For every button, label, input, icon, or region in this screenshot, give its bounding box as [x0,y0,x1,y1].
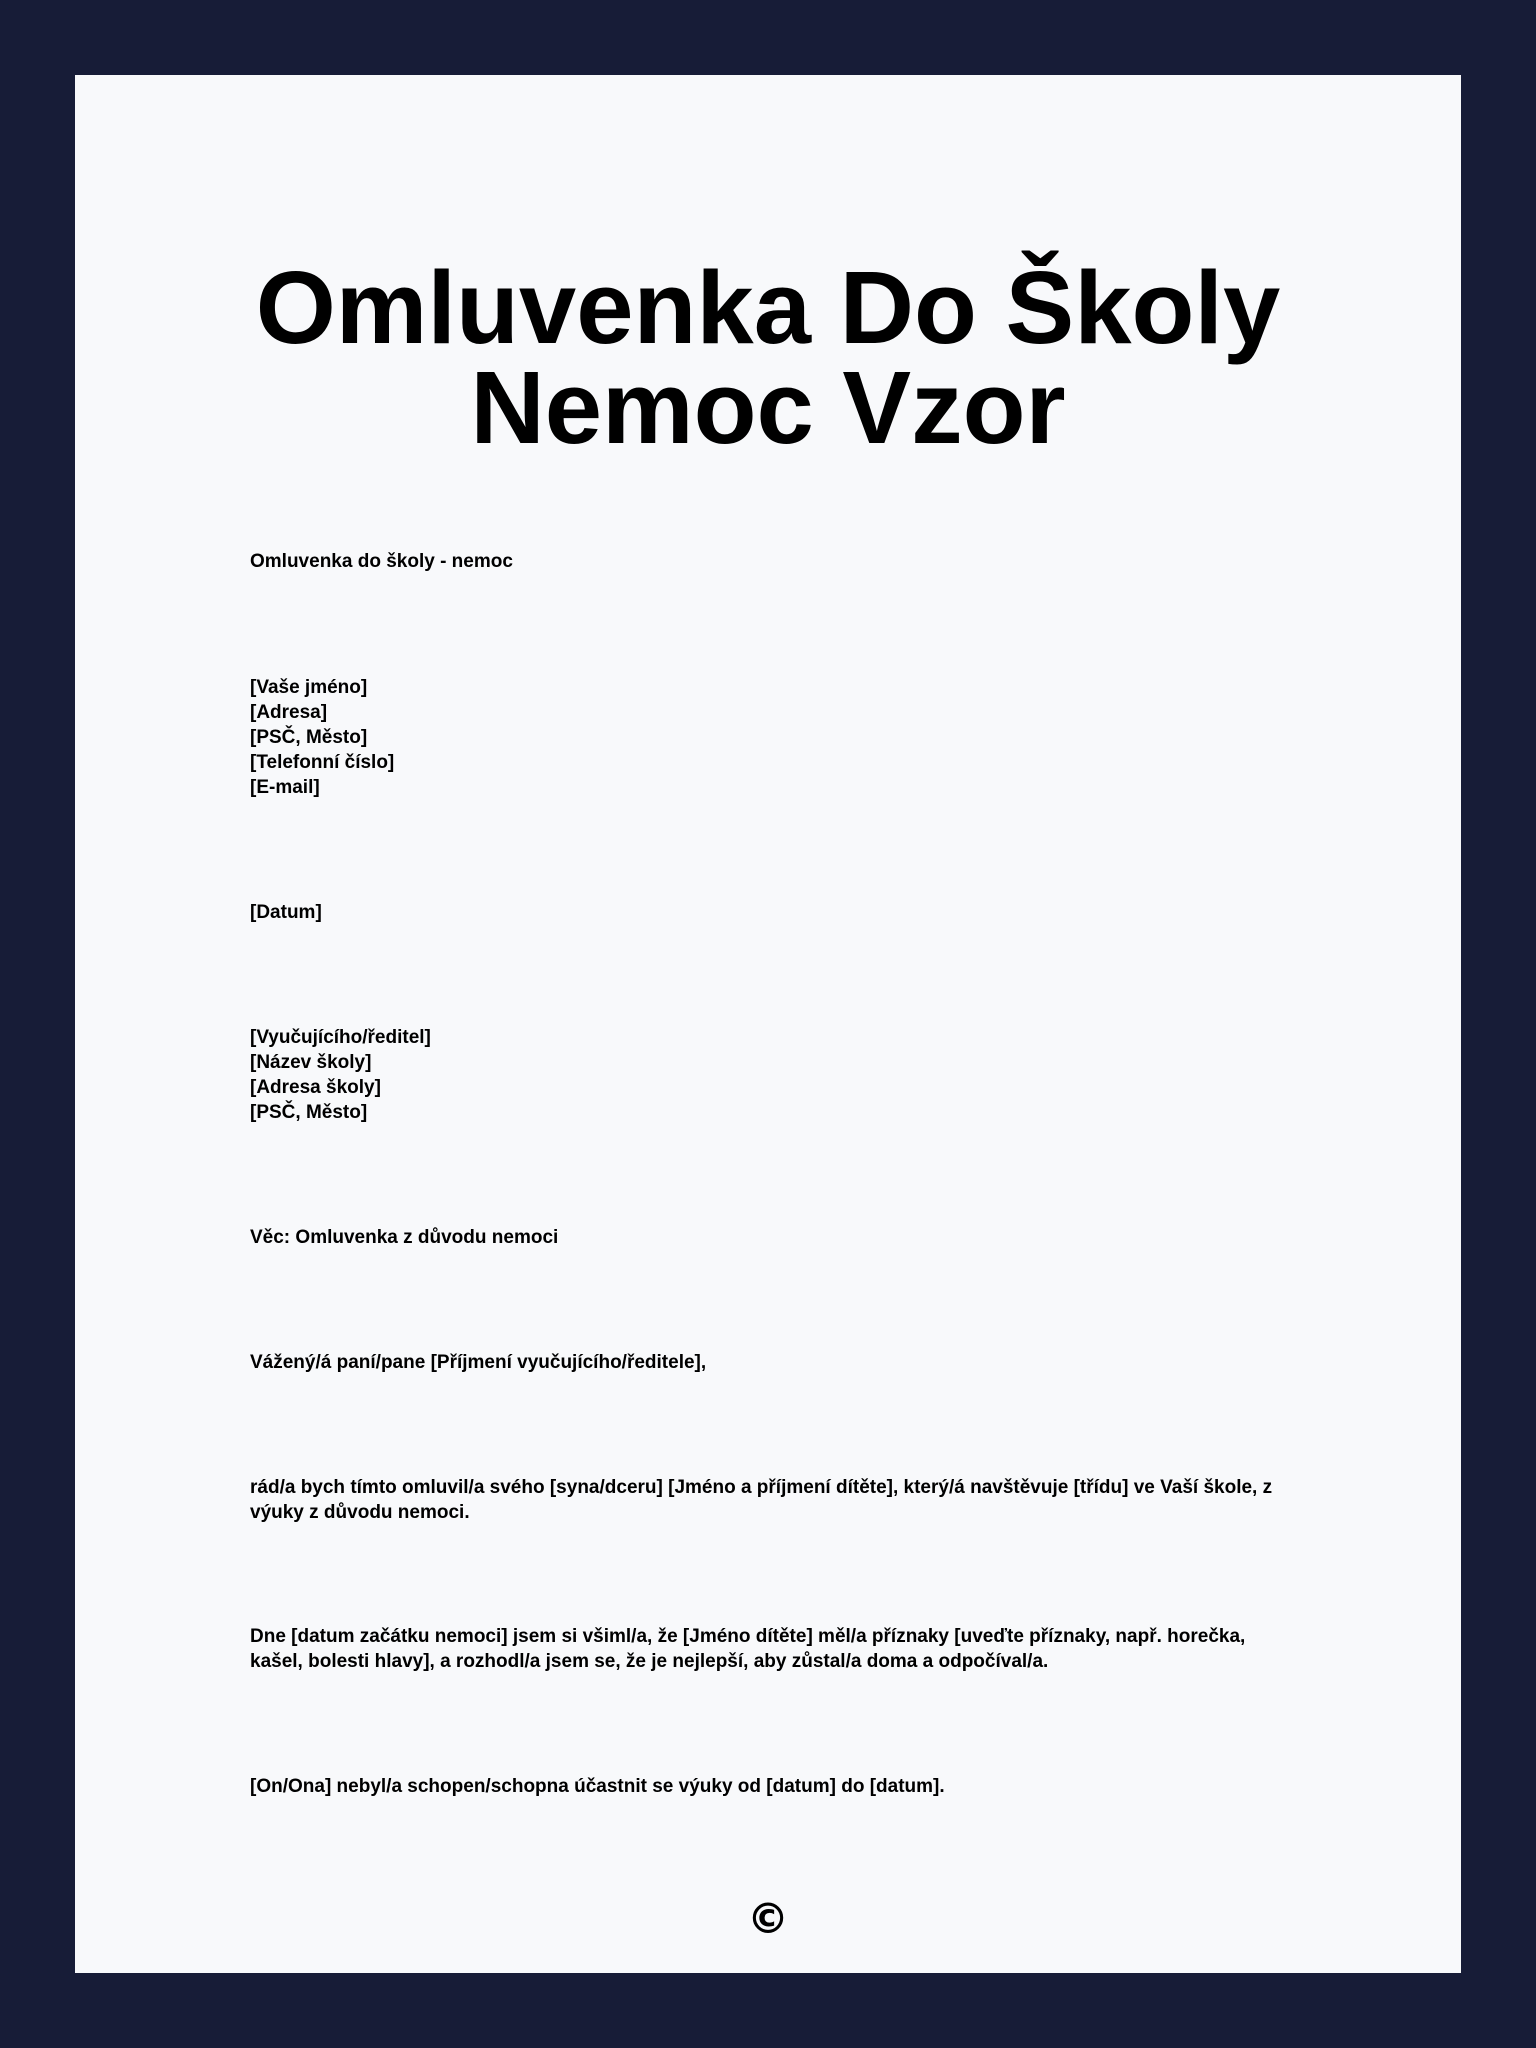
recipient-address-block [250,1025,1300,1125]
document-page [75,75,1461,1973]
sender-phone: [Telefonní číslo] [250,752,395,773]
recipient-zip-city: [PSČ, Město] [250,1102,368,1123]
recipient-school-address: [Adresa školy] [250,1077,381,1098]
letter-salutation: Vážený/á paní/pane [Příjmení vyučujícího/ředitele], [250,1352,707,1373]
letter-paragraph: [On/Ona] nebyl/a schopen/schopna účastnit se výuky od [datum] do [datum]. [250,1776,945,1797]
letter-heading: Omluvenka do školy - nemoc [250,551,513,572]
letter-paragraph: rád/a bych tímto omluvil/a svého [syna/dceru] [Jméno a příjmení dítěte], který/á navštěvuje [třídu] ve Vaší škole, z výuky z důvodu nemoci. [250,1477,1273,1523]
letter-date: [Datum] [250,902,322,923]
recipient-role: [Vyučujícího/ředitel] [250,1027,431,1048]
sender-zip-city: [PSČ, Město] [250,727,368,748]
copyright-icon: © [747,1894,789,1943]
document-title: Omluvenka Do Školy Nemoc Vzor [255,250,1281,465]
sender-email: [E-mail] [250,777,320,798]
letter-paragraph: Dne [datum začátku nemoci] jsem si všiml/a, že [Jméno dítěte] měl/a příznaky [uveďte příznaky, např. horečka, kašel, bolesti hlavy], a rozhodl/a jsem se, že je nejlepší, aby zůstal/a doma a odpočíval/a. [250,1626,1246,1672]
recipient-school-name: [Název školy] [250,1052,372,1073]
sender-address-block [250,675,1300,800]
letter-subject: Věc: Omluvenka z důvodu nemoci [250,1227,559,1248]
sender-address: [Adresa] [250,702,328,723]
sender-name: [Vaše jméno] [250,677,368,698]
